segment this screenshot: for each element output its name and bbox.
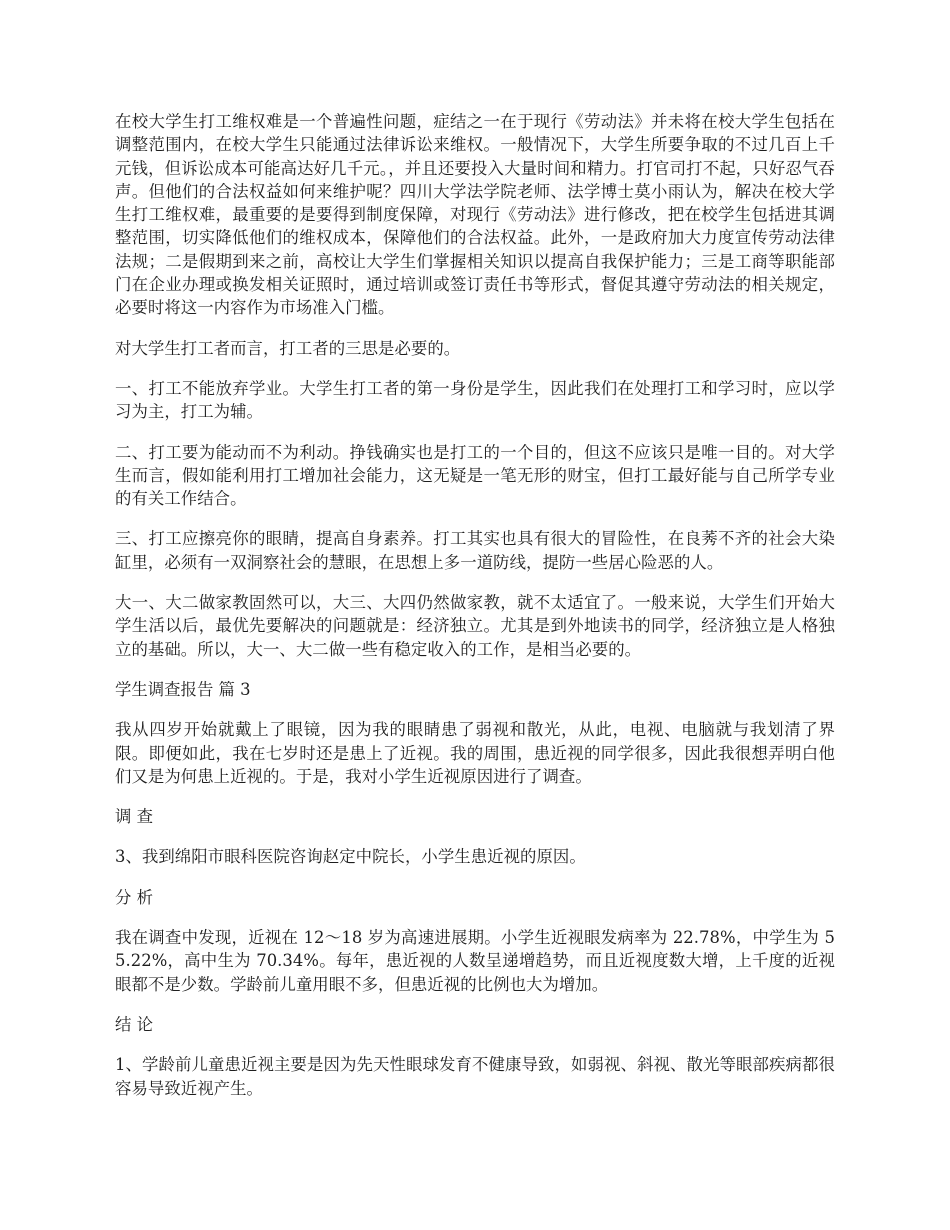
paragraph-point-three: 三、打工应擦亮你的眼睛，提高自身素养。打工其实也具有很大的冒险性，在良莠不齐的社会大染缸里，必须有一双洞察社会的慧眼，在思想上多一道防线，提防一些居心险恶的人。 [115, 529, 835, 572]
paragraph-rights-protection: 在校大学生打工维权难是一个普遍性问题，症结之一在于现行《劳动法》并未将在校大学生包括在调整范围内，在校大学生只能通过法律诉讼来维权。一般情况下，大学生所要争取的不过几百上千元钱，但诉讼成本可能高达好几千元。，并且还要投入大量时间和精力。打官司打不起，只好忍气吞声。但他们的合法权益如何来维护呢？四川大学法学院老师、法学博士莫小雨认为，解决在校大学生打工维权难，最重要的是要得到制度保障，对现行《劳动法》进行修改，把在校学生包括进其调整范围，切实降低他们的维权成本，保障他们的合法权益。此外，一是政府加大力度宣传劳动法律法规；二是假期到来之前，高校让大学生们掌握相关知识以提高自我保护能力；三是工商等职能部门在企业办理或换发相关证照时，通过培训或签订责任书等形式，督促其遵守劳动法的相关规定，必要时将这一内容作为市场准入门槛。 [115, 112, 835, 318]
paragraph-three-thoughts: 对大学生打工者而言，打工者的三思是必要的。 [115, 338, 461, 358]
paragraph-point-two: 二、打工要为能动而不为利动。挣钱确实也是打工的一个目的，但这不应该只是唯一目的。对大学生而言，假如能利用打工增加社会能力，这无疑是一笔无形的财宝，但打工最好能与自己所学专业的有关工作结合。 [115, 442, 835, 509]
document-page [115, 110, 835, 1117]
paragraph-analysis: 我在调查中发现，近视在 12～18 岁为高速进展期。小学生近视眼发病率为 22.78%，中学生为 55.22%，高中生为 70.34%。每年，患近视的人数呈递增趋势，而且近视度数大增，上千度的近视眼都不是少数。学龄前儿童用眼不多，但患近视的比例也大为增加。 [115, 928, 835, 994]
heading-investigation: 调 查 [115, 807, 153, 827]
paragraph-conclusion-item-1: 1、学龄前儿童患近视主要是因为先天性眼球发育不健康导致，如弱视、斜视、散光等眼部疾病都很容易导致近视产生。 [115, 1055, 835, 1098]
paragraph-glasses-story: 我从四岁开始就戴上了眼镜，因为我的眼睛患了弱视和散光，从此，电视、电脑就与我划清了界限。即便如此，我在七岁时还是患上了近视。我的周围，患近视的同学很多，因此我很想弄明白他们又是为何患上近视的。于是，我对小学生近视原因进行了调查。 [115, 720, 835, 786]
paragraph-point-one: 一、打工不能放弃学业。大学生打工者的第一身份是学生，因此我们在处理打工和学习时，应以学习为主，打工为辅。 [115, 378, 835, 422]
section-title-report-3: 学生调查报告 篇 3 [115, 679, 251, 699]
paragraph-investigation-item-3: 3、我到绵阳市眼科医院咨询赵定中院长，小学生患近视的原因。 [115, 847, 586, 867]
heading-analysis: 分 析 [115, 887, 153, 907]
paragraph-economic-independence: 大一、大二做家教固然可以，大三、大四仍然做家教，就不太适宜了。一般来说，大学生们开始大学生活以后，最优先要解决的问题就是：经济独立。尤其是到外地读书的同学，经济独立是人格独立的基础。所以，大一、大二做一些有稳定收入的工作，是相当必要的。 [115, 593, 835, 659]
heading-conclusion: 结 论 [115, 1014, 153, 1034]
